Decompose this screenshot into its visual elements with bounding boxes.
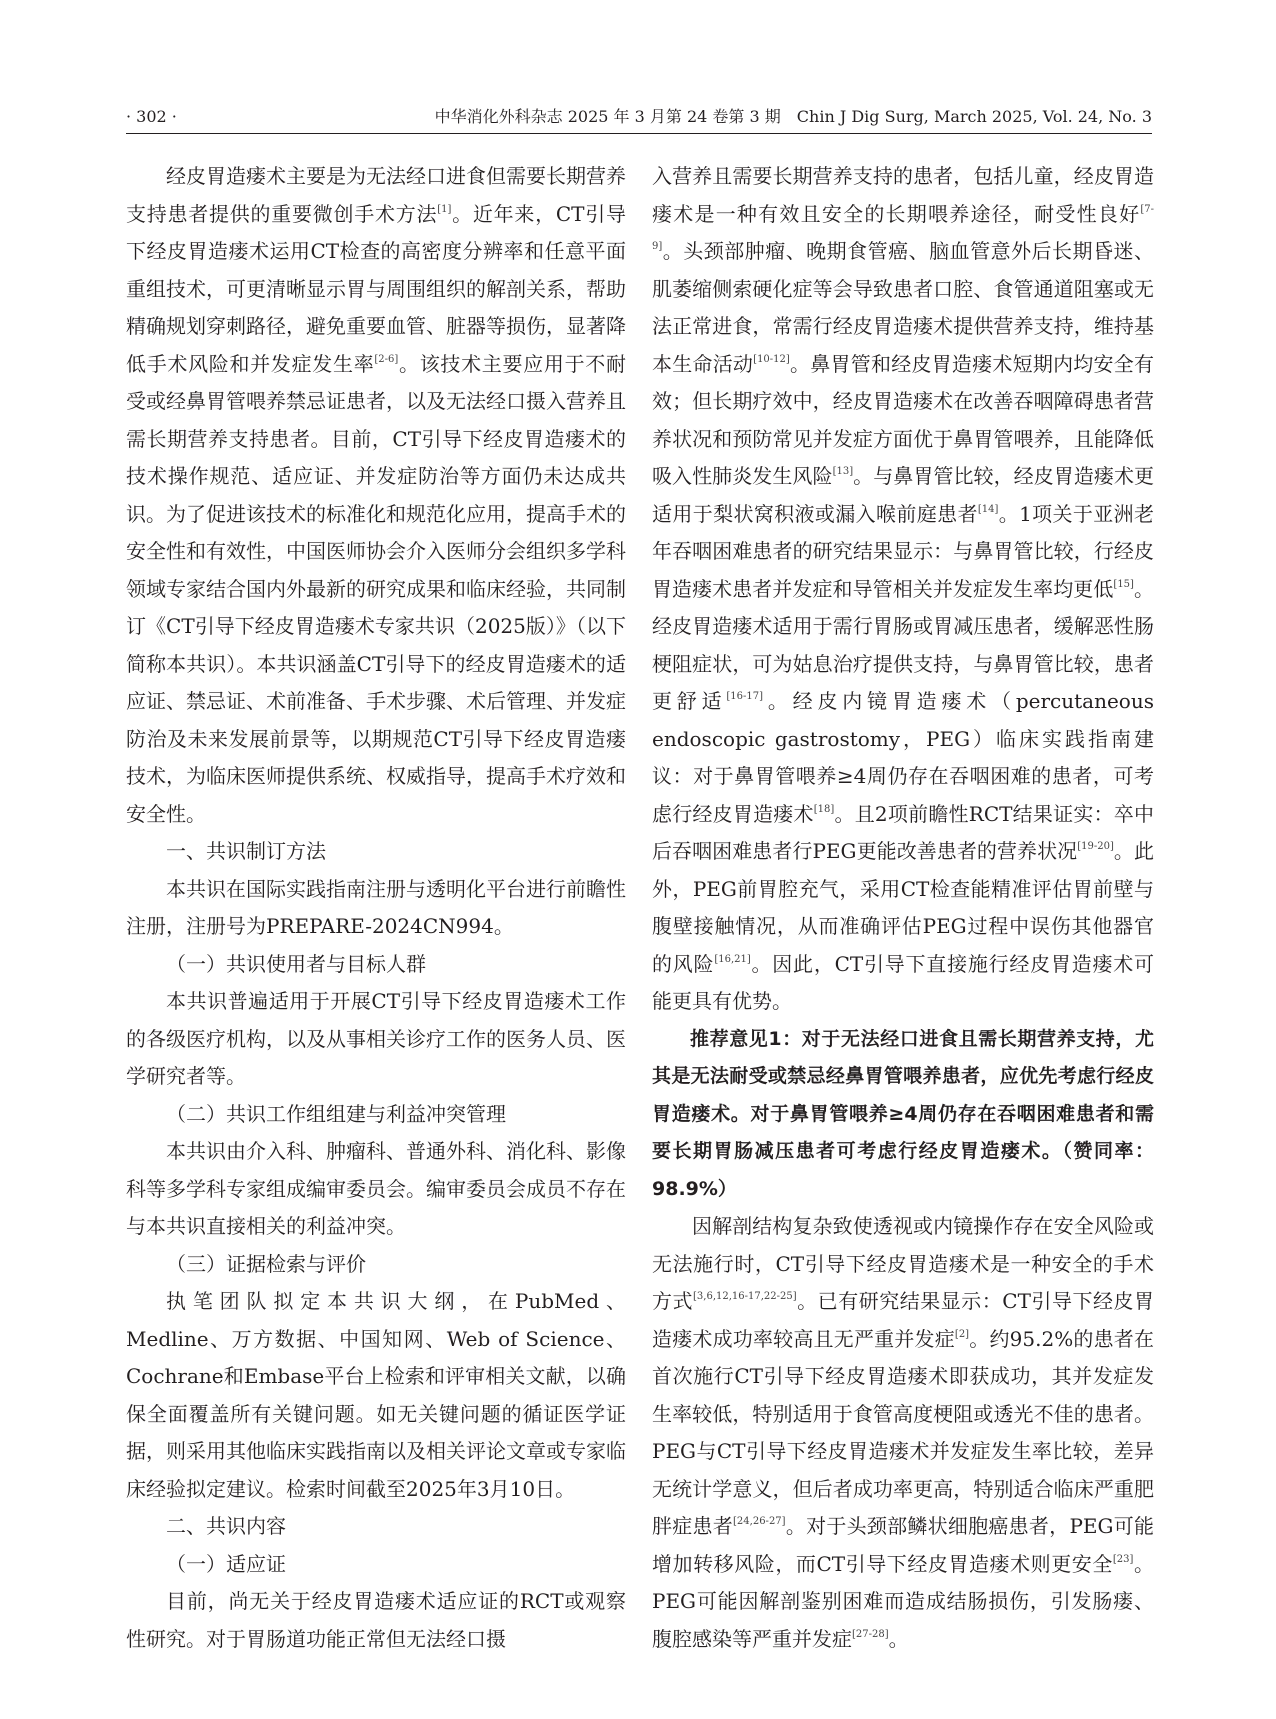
citation-ref: [16,21] — [714, 953, 751, 965]
indication-continued-paragraph: 入营养且需要长期营养支持的患者，包括儿童，经皮胃造瘘术是一种有效且安全的长期喂养途径，耐受性良好[7-9]。头颈部肿瘤、晚期食管癌、脑血管意外后长期昏迷、肌萎缩侧索硬化症等会导致患者口腔、食管通道阻塞或无法正常进食，常需行经皮胃造瘘术提供营养支持，维持基本生命活动[10-12]。鼻胃管和经皮胃造瘘术短期内均安全有效；但长期疗效中，经皮胃造瘘术在改善吞咽障碍患者营养状况和预防常见并发症方面优于鼻胃管喂养，且能降低吸入性肺炎发生风险[13]。与鼻胃管比较，经皮胃造瘘术更适用于梨状窝积液或漏入喉前庭患者[14]。1项关于亚洲老年吞咽困难患者的研究结果显示：与鼻胃管比较，行经皮胃造瘘术患者并发症和导管相关并发症发生率均更低[15]。经皮胃造瘘术适用于需行胃肠或胃减压患者，缓解恶性肠梗阻症状，可为姑息治疗提供支持，与鼻胃管比较，患者更舒适[16-17]。经皮内镜胃造瘘术（percutaneous endoscopic gastrostomy，PEG）临床实践指南建议：对于鼻胃管喂养≥4周仍存在吞咽困难的患者，可考虑行经皮胃造瘘术[18]。且2项前瞻性RCT结果证实：卒中后吞咽困难患者行PEG更能改善患者的营养状况[19-20]。此外，PEG前胃腔充气，采用CT检查能精准评估胃前壁与腹壁接触情况，从而准确评估PEG过程中误伤其他器官的风险[16,21]。因此，CT引导下直接施行经皮胃造瘘术可能更具有优势。 — [652, 164, 1155, 1013]
subsection-heading-indication: （一）适应证 — [166, 1551, 286, 1576]
indication-paragraph: 目前，尚无关于经皮胃造瘘术适应证的RCT或观察性研究。对于胃肠道功能正常但无法经口摄 — [126, 1589, 626, 1651]
evidence-paragraph: 执笔团队拟定本共识大纲，在PubMed、Medline、万方数据、中国知网、Web of Science、Cochrane和Embase平台上检索和评审相关文献，以确保全面覆盖所有关键问题。如无关键问题的循证医学证据，则采用其他临床实践指南以及相关评论文章或专家临床经验拟定建议。检索时间截至2025年3月10日。 — [126, 1289, 626, 1501]
citation-ref: [19-20] — [1077, 841, 1114, 852]
users-paragraph: 本共识普遍适用于开展CT引导下经皮胃造瘘术工作的各级医疗机构，以及从事相关诊疗工作的医务人员、医学研究者等。 — [126, 989, 626, 1088]
citation-ref: [15] — [1113, 578, 1134, 590]
section-heading-content: 二、共识内容 — [166, 1514, 286, 1538]
citation-ref: [10-12] — [753, 353, 790, 365]
citation-ref: [3,6,12,16-17,22-25] — [693, 1291, 797, 1302]
citation-ref: [27-28] — [852, 1628, 889, 1640]
method-paragraph: 本共识在国际实践指南注册与透明化平台进行前瞻性注册，注册号为PREPARE-2024CN994。 — [126, 876, 626, 938]
header-rule — [126, 133, 1152, 134]
recommendation-1: 推荐意见1：对于无法经口进食且需长期营养支持，尤其是无法耐受或禁忌经鼻胃管喂养患者，应优先考虑行经皮胃造瘘术。对于鼻胃管喂养≥4周仍存在吞咽困难患者和需要长期胃肠减压患者可考虑行经皮胃造瘘术。（赞同率：98.9%） — [652, 1027, 1154, 1200]
citation-ref: [2-6] — [374, 353, 399, 365]
ct-safety-paragraph: 因解剖结构复杂致使透视或内镜操作存在安全风险或无法施行时，CT引导下经皮胃造瘘术是一种安全的手术方式[3,6,12,16-17,22-25]。已有研究结果显示：CT引导下经皮胃造瘘术成功率较高且无严重并发症[2]。约95.2%的患者在首次施行CT引导下经皮胃造瘘术即获成功，其并发症发生率较低，特别适用于食管高度梗阻或透光不佳的患者。PEG与CT引导下经皮胃造瘘术并发症发生率比较，差异无统计学意义，但后者成功率更高，特别适合临床严重肥胖症患者[24,26-27]。对于头颈部鳞状细胞癌患者，PEG可能增加转移风险，而CT引导下经皮胃造瘘术则更安全[23]。PEG可能因解剖鉴别困难而造成结肠损伤，引发肠瘘、腹腔感染等严重并发症[27-28]。 — [652, 1214, 1154, 1651]
subsection-heading-group: （二）共识工作组组建与利益冲突管理 — [166, 1101, 506, 1126]
section-heading-method: 一、共识制订方法 — [166, 839, 326, 863]
citation-ref: [18] — [813, 803, 835, 815]
left-column — [126, 158, 626, 1658]
intro-paragraph: 经皮胃造瘘术主要是为无法经口进食但需要长期营养支持患者提供的重要微创手术方法[1]。近年来，CT引导下经皮胃造瘘术运用CT检查的高密度分辨率和任意平面重组技术，可更清晰显示胃与周围组织的解剖关系，帮助精确规划穿刺路径，避免重要血管、脏器等损伤，显著降低手术风险和并发症发生率[2-6]。该技术主要应用于不耐受或经鼻胃管喂养禁忌证患者，以及无法经口摄入营养且需长期营养支持患者。目前，CT引导下经皮胃造瘘术的技术操作规范、适应证、并发症防治等方面仍未达成共识。为了促进该技术的标准化和规范化应用，提高手术的安全性和有效性，中国医师协会介入医师分会组织多学科领域专家结合国内外最新的研究成果和临床经验，共同制订《CT引导下经皮胃造瘘术专家共识（2025版）》（以下简称本共识）。本共识涵盖CT引导下的经皮胃造瘘术的适应证、禁忌证、术前准备、手术步骤、术后管理、并发症防治及未来发展前景等，以期规范CT引导下经皮胃造瘘技术，为临床医师提供系统、权威指导，提高手术疗效和安全性。 — [126, 164, 627, 826]
subsection-heading-users: （一）共识使用者与目标人群 — [166, 951, 426, 976]
group-paragraph: 本共识由介入科、肿瘤科、普通外科、消化科、影像科等多学科专家组成编审委员会。编审委员会成员不存在与本共识直接相关的利益冲突。 — [126, 1139, 626, 1238]
journal-citation: 中华消化外科杂志 2025 年 3 月第 24 卷第 3 期 Chin J Dig Surg, March 2025, Vol. 24, No. 3 — [434, 107, 1152, 126]
citation-ref: [1] — [437, 203, 452, 215]
citation-ref: [2] — [954, 1328, 970, 1340]
right-column — [652, 158, 1154, 1658]
citation-ref: [16-17] — [726, 691, 764, 702]
page-number: · 302 · — [126, 107, 177, 126]
citation-ref: [24,26-27] — [733, 1516, 786, 1527]
citation-ref: [23] — [1112, 1553, 1134, 1565]
subsection-heading-evidence: （三）证据检索与评价 — [166, 1251, 366, 1276]
citation-ref: [13] — [832, 466, 854, 477]
citation-ref: [14] — [977, 503, 999, 515]
running-header — [126, 104, 1152, 130]
citation-ref: [7-9] — [652, 203, 1154, 252]
